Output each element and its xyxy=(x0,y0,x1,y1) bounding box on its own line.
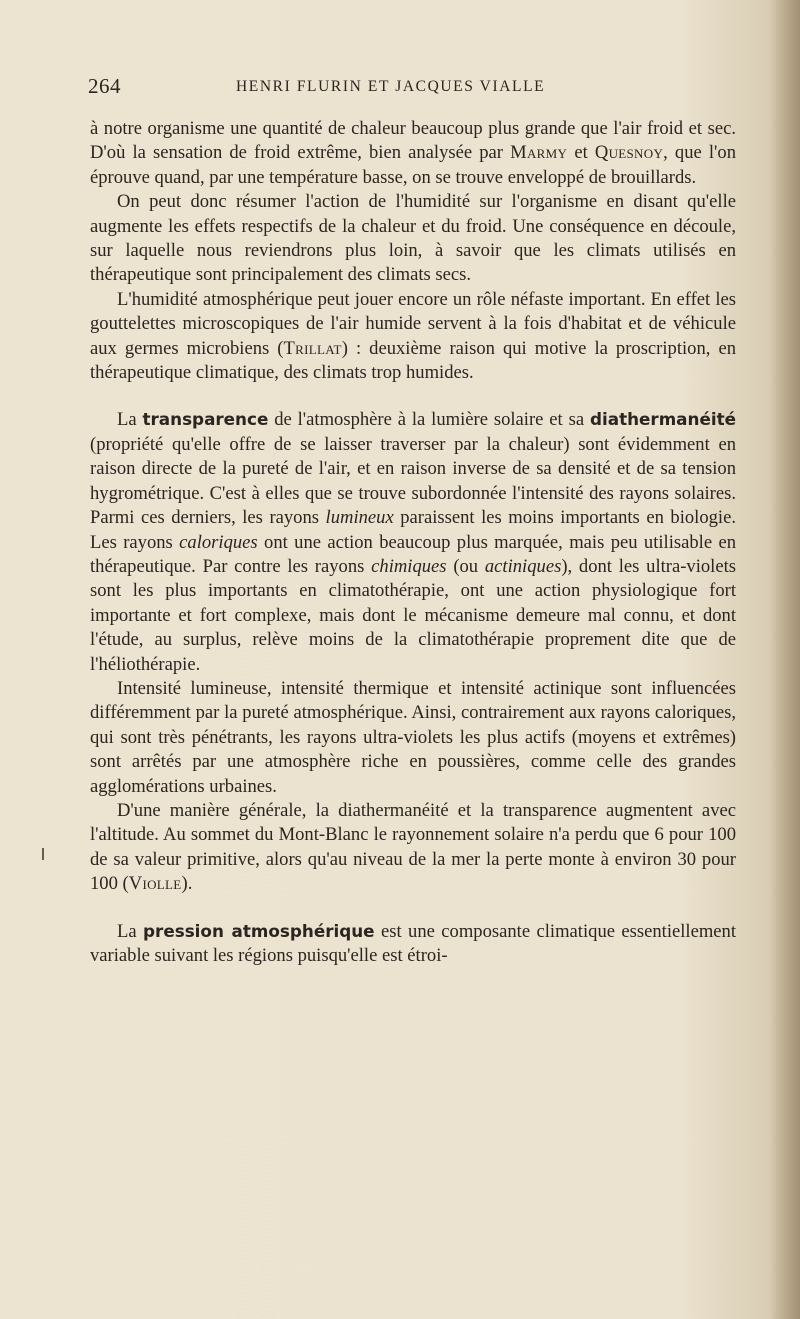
text-run: La xyxy=(117,920,144,942)
term-bold: pression atmosphérique xyxy=(143,920,375,941)
page-number: 264 xyxy=(88,74,121,98)
text-run: à notre organisme une quantité de chaleur beaucoup plus grande que l'air froid et sec. D'où la sensation de froid extrême, bien analysée par xyxy=(90,118,736,164)
paragraph-7 xyxy=(90,919,736,969)
term-bold: transparence xyxy=(142,409,269,430)
text-run: (propriété qu'elle offre de se laisser traverser par la chaleur) sont évidemment en raison directe de la pureté de l'air, et en raison inverse de sa densité et de sa tension hygrométrique. C'est à elles que se trouve subordonnée l'intensité des rayons solaires. Parmi ces derniers, les rayons xyxy=(90,433,736,529)
term-bold: diathermanéité xyxy=(589,409,736,430)
text-run: Intensité lumineuse, intensité thermique et intensité actinique sont influencées différemment par la pureté atmosphérique. Ainsi, contrairement aux rayons caloriques, qui sont très pénétrants, les rayons ultra-violets les plus actifs (moyens et extrêmes) sont arrêtés par une atmosphère riche en poussières, comme celle des grandes agglomérations urbaines. xyxy=(90,677,736,797)
term-italic: actiniques xyxy=(484,555,562,577)
text-run: paraissent les moins importants en biologie. Les rayons xyxy=(90,507,736,553)
paragraph-5 xyxy=(90,677,736,799)
paragraph-1 xyxy=(90,117,736,190)
text-run: D'une manière générale, la diathermanéité et la transparence augmentent avec l'altitude. Au sommet du Mont-Blanc le rayonnement solaire n'a perdu que 6 pour 100 de sa valeur primitive, alors qu'au niveau de la mer la perte monte à environ 30 pour 100 ( xyxy=(90,799,736,895)
text-run: (ou xyxy=(446,555,485,577)
paragraph-4 xyxy=(90,407,736,676)
running-head xyxy=(88,74,728,102)
text-run: est une composante climatique essentiellement variable suivant les régions puisqu'elle est étroi- xyxy=(90,920,737,966)
text-run: On peut donc résumer l'action de l'humidité sur l'organisme en disant qu'elle augmente les effets respectifs de la chaleur et du froid. Une conséquence en découle, sur laquelle nous reviendrons plus loin, à savoir que les climats utilisés en thérapeutique sont principalement des climats secs. xyxy=(90,191,736,286)
term-italic: caloriques xyxy=(179,531,258,553)
author-name: Trillat xyxy=(283,337,342,359)
page-edge-shadow xyxy=(770,0,800,1319)
text-run: ), dont les ultra-violets sont les plus importants en climatothérapie, ont une action physiologique fort importante et fort complexe, mais dont le mécanisme demeure mal connu, et dont l'étude, au surplus, relève moins de la climatothérapie proprement dite que de l'héliothérapie. xyxy=(90,555,737,675)
text-run: ) : deuxième raison qui motive la proscription, en thérapeutique climatique, des climats trop humides. xyxy=(90,337,737,384)
text-run: ). xyxy=(181,873,193,895)
text-run: La xyxy=(117,409,143,431)
term-italic: chimiques xyxy=(371,555,447,577)
text-run: de l'atmosphère à la lumière solaire et sa xyxy=(268,409,590,431)
text-run: , que l'on éprouve quand, par une température basse, on se trouve enveloppé de brouillards. xyxy=(90,142,737,188)
text-run: L'humidité atmosphérique peut jouer encore un rôle néfaste important. En effet les gouttelettes microscopiques de l'air humide servent à la fois d'habitat et de véhicule aux germes microbiens ( xyxy=(90,288,736,359)
term-italic: lumineux xyxy=(325,507,394,529)
text-run: ont une action beaucoup plus marquée, mais peu utilisable en thérapeutique. Par contre les rayons xyxy=(90,531,736,577)
body-text xyxy=(90,117,736,968)
author-name: Marmy xyxy=(510,142,568,164)
paragraph-6 xyxy=(90,799,736,897)
author-name: Violle xyxy=(128,873,182,895)
paragraph-3 xyxy=(90,288,736,386)
text-run: et xyxy=(567,142,595,164)
author-name: Quesnoy xyxy=(594,142,664,164)
running-title: HENRI FLURIN ET JACQUES VIALLE xyxy=(236,78,546,95)
margin-mark xyxy=(42,848,44,860)
paragraph-2 xyxy=(90,190,736,288)
